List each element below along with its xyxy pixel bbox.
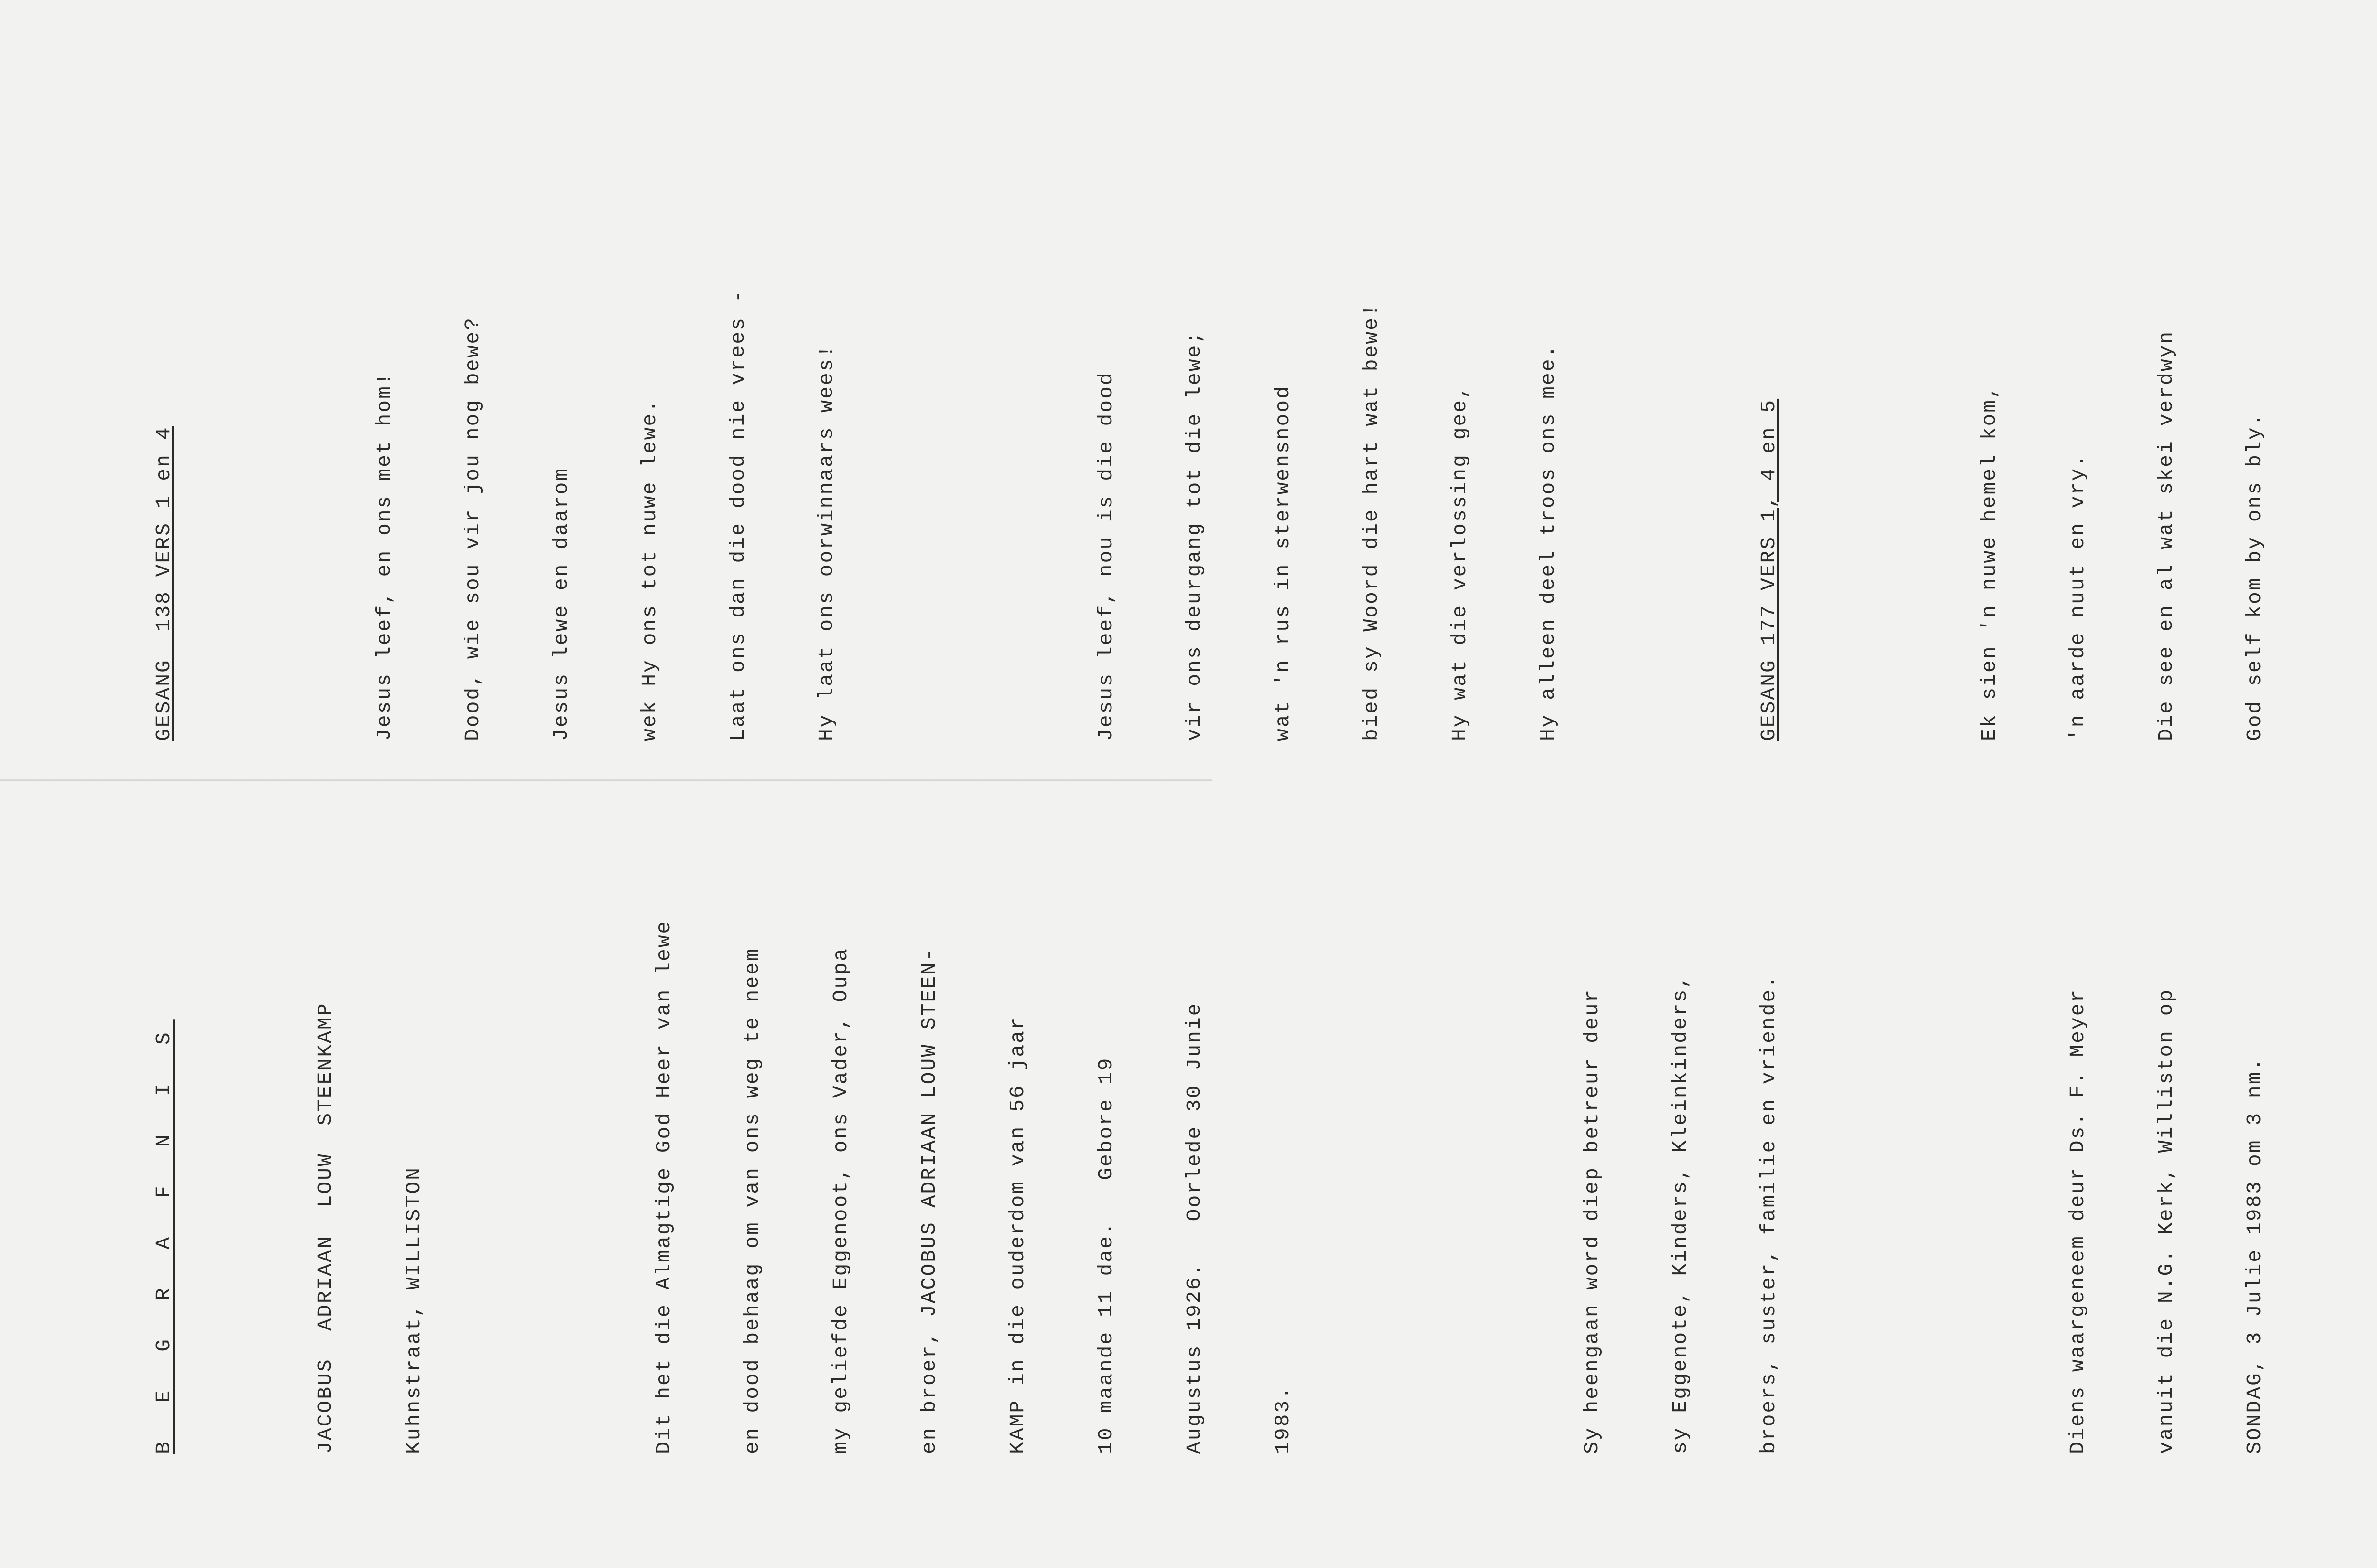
- verse-line: Hy wat die verlossing gee,: [1448, 385, 1471, 741]
- intro-line: 1983.: [1271, 1385, 1295, 1454]
- intro-line: Augustus 1926. Oorlede 30 Junie: [1183, 1002, 1206, 1454]
- verse-line: Jesus leef, en ons met hom!: [373, 371, 396, 741]
- intro-line: en broer, JACOBUS ADRIAAN LOUW STEEN-: [918, 947, 941, 1454]
- verse-line: Dood, wie sou vir jou nog bewe?: [461, 317, 484, 741]
- hymn-138-verse-1: [311, 38, 900, 741]
- hymn-138-title: GESANG 138 VERS 1 en 4: [152, 426, 175, 741]
- service-line: Diens waargeneem deur Ds. F. Meyer: [2066, 988, 2089, 1454]
- hymn-177-title: GESANG 177 VERS 1, 4 en 5: [1757, 398, 1780, 741]
- intro-line: 10 maande 11 dae. Gebore 19: [1094, 1057, 1118, 1454]
- verse-line: vir ons deurgang tot die lewe;: [1183, 330, 1206, 741]
- verse-line: Jesus leef, nou is die dood: [1094, 371, 1118, 741]
- program-title: B E G R A F N I S: [152, 1019, 175, 1454]
- mourners-line: sy Eggenote, Kinders, Kleinkinders,: [1669, 974, 1692, 1454]
- program-right-column: [90, 38, 2377, 741]
- intro-line: my geliefde Eggenoot, ons Vader, Oupa: [829, 947, 852, 1454]
- service-line: vanuit die N.G. Kerk, Williston op: [2155, 988, 2178, 1454]
- hymn-177-verse-1: [1916, 38, 2329, 741]
- deceased-name: JACOBUS ADRIAAN LOUW STEENKAMP: [314, 1002, 337, 1454]
- intro-line: en dood behaag om van ons weg te neem: [741, 947, 764, 1454]
- hymn-138-verse-4: [1033, 38, 1622, 741]
- intro-paragraph: [590, 789, 1357, 1454]
- verse-line: Die see en al wat skei verdwyn: [2155, 330, 2178, 741]
- intro-line: KAMP in die ouderdom van 56 jaar: [1006, 1016, 1029, 1454]
- verse-line: Laat ons dan die dood nie vrees -: [726, 289, 750, 741]
- mourners-line: broers, suster, familie en vriende.: [1757, 974, 1780, 1454]
- verse-line: wat 'n rus in sterwensnood: [1271, 385, 1295, 741]
- verse-line: Jesus lewe en daarom: [550, 467, 573, 741]
- verse-line: God self kom by ons bly.: [2243, 412, 2266, 741]
- deceased-address: Kuhnstraat, WILLISTON: [402, 1166, 425, 1454]
- verse-line: 'n aarde nuut en vry.: [2066, 453, 2089, 741]
- service-line: SONDAG, 3 Julie 1983 om 3 nm.: [2243, 1057, 2266, 1454]
- program-left-column: [90, 789, 2377, 1454]
- verse-line: Ek sien 'n nuwe hemel kom,: [1978, 385, 2001, 741]
- verse-line: bied sy Woord die hart wat bewe!: [1360, 303, 1383, 741]
- verse-line: Hy alleen deel troos ons mee.: [1536, 344, 1560, 741]
- verse-line: wek Hy ons tot nuwe lewe.: [638, 398, 661, 741]
- mourners-paragraph: [1518, 789, 1843, 1454]
- intro-line: Dit het die Almagtige God Heer van lewe: [652, 920, 676, 1454]
- verse-line: Hy laat ons oorwinnaars wees!: [815, 344, 838, 741]
- service-paragraph: [2004, 789, 2329, 1454]
- mourners-line: Sy heengaan word diep betreur deur: [1580, 988, 1604, 1454]
